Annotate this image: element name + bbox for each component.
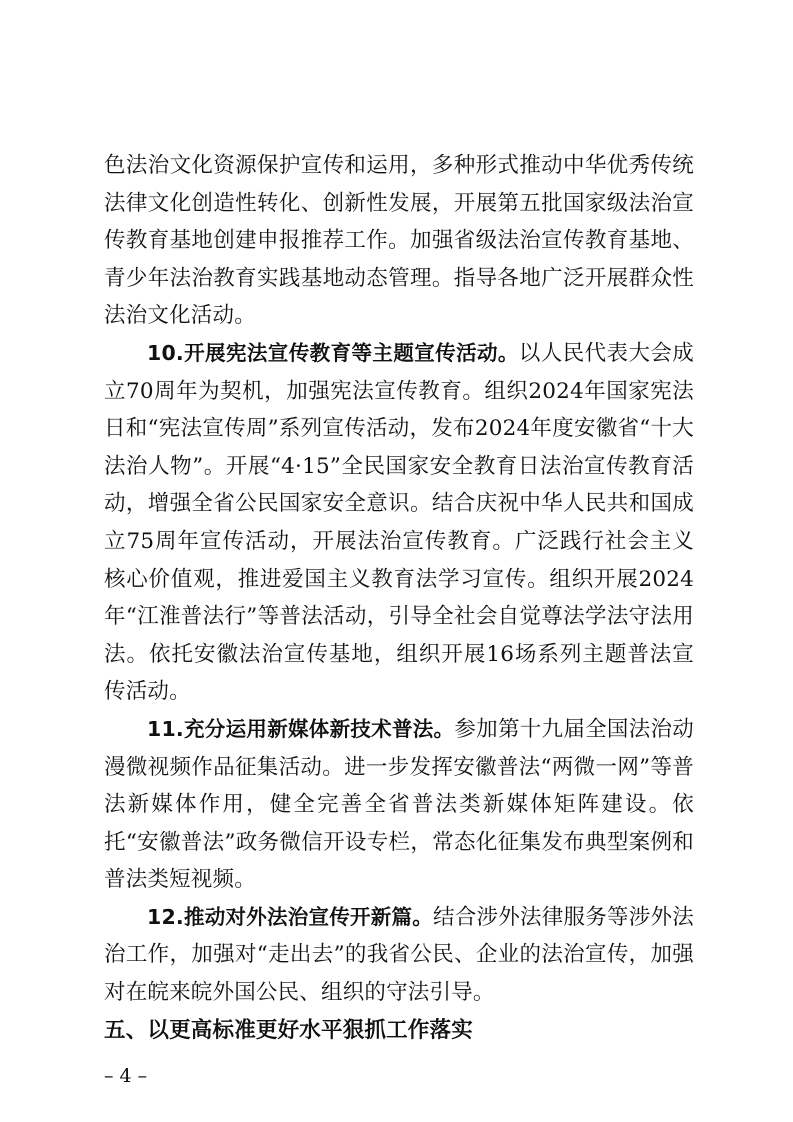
paragraph-continuation [104,147,694,335]
paragraph-text: 结合涉外法律服务等涉外法治工作，加强对“走出去”的我省公民、企业的法治宣传，加强对在皖来皖外国公民、组织的守法引导。 [104,904,694,1006]
paragraph-lead: 11.充分运用新媒体新技术普法。 [147,716,455,741]
paragraph-11 [104,711,694,899]
paragraph-lead: 12.推动对外法治宣传开新篇。 [147,904,434,929]
paragraph-text: 色法治文化资源保护宣传和运用，多种形式推动中华优秀传统法律文化创造性转化、创新性发展，开展第五批国家级法治宣传教育基地创建申报推荐工作。加强省级法治宣传教育基地、青少年法治教育实践基地动态管理。指导各地广泛开展群众性法治文化活动。 [104,153,694,329]
paragraph-text: 参加第十九届全国法治动漫微视频作品征集活动。进一步发挥安徽普法“两微一网”等普法新媒体作用，健全完善全省普法类新媒体矩阵建设。依托“安徽普法”政务微信开设专栏，常态化征集发布典型案例和普法类短视频。 [104,716,695,893]
section-heading: 五、以更高标准更好水平狠抓工作落实 [104,1017,473,1043]
document-body [104,147,694,1049]
paragraph-10 [104,335,694,711]
paragraph-text: 以人民代表大会成立70周年为契机，加强宪法宣传教育。组织2024年国家宪法日和“宪法宣传周”系列宣传活动，发布2024年度安徽省“十大法治人物”。开展“4·15”全民国家安全教育日法治宣传教育活动，增强全省公民国家安全意识。结合庆祝中华人民共和国成立75周年宣传活动，开展法治宣传教育。广泛践行社会主义核心价值观，推进爱国主义教育法学习宣传。组织开展2024年“江淮普法行”等普法活动，引导全社会自觉尊法学法守法用法。依托安徽法治宣传基地，组织开展16场系列主题普法宣传活动。 [104,340,694,705]
paragraph-12 [104,899,694,1012]
page-number: – 4 – [104,1065,148,1087]
paragraph-lead: 10.开展宪法宣传教育等主题宣传活动。 [147,340,519,365]
